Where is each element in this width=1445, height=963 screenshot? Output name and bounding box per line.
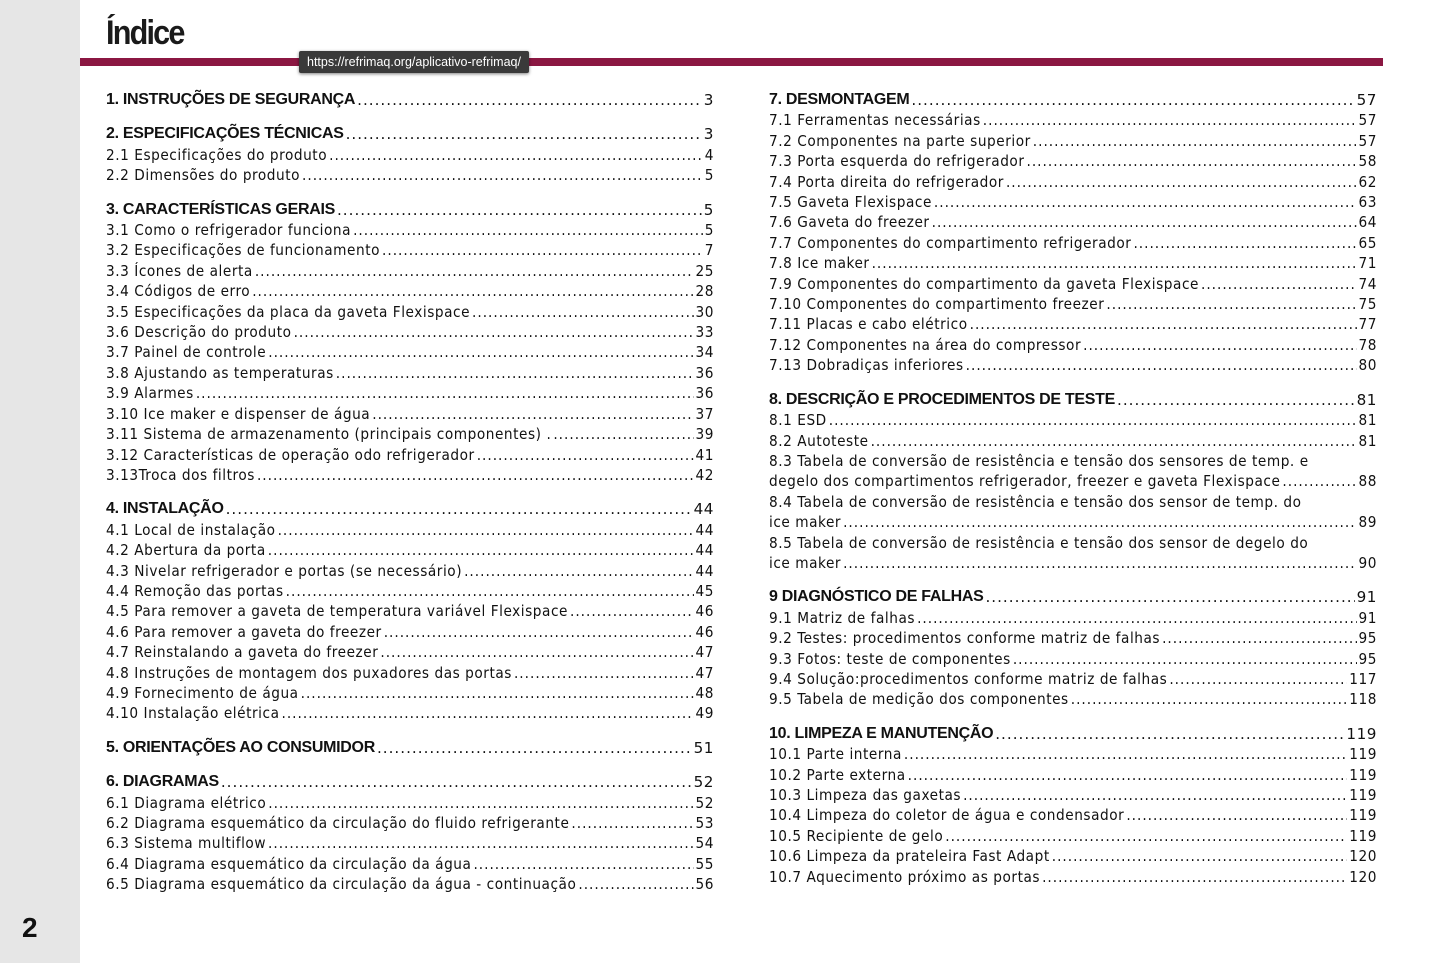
dot-leader — [843, 553, 1356, 573]
toc-entry-label: 3.5 Especificações da placa da gaveta Flexispace — [106, 302, 471, 321]
toc-entry-page: 34 — [695, 343, 714, 362]
toc-entry-9-diagnostico-de-falhas[interactable] — [769, 587, 1377, 607]
toc-entry-label: 10.4 Limpeza do coletor de água e condensador — [769, 806, 1125, 825]
dot-leader — [268, 540, 694, 560]
toc-entry-page: 52 — [693, 773, 714, 792]
dot-leader — [252, 281, 693, 301]
toc-entry-9-4-solucao-procedimentos-conforme-matri[interactable] — [769, 669, 1377, 689]
dot-leader — [1126, 805, 1347, 825]
toc-entry-7-13-dobradicas-inferiores[interactable] — [769, 355, 1377, 375]
toc-entry-label: 8.4 Tabela de conversão de resistência e tensão dos sensor de temp. do — [769, 492, 1302, 511]
toc-entry-7-12-componentes-na-area-do-compressor[interactable] — [769, 335, 1377, 355]
toc-entry-label: 7.12 Componentes na área do compressor — [769, 335, 1082, 354]
toc-entry-label: 10.1 Parte interna — [769, 745, 902, 764]
toc-entry-9-2-testes-procedimentos-conforme-matriz[interactable] — [769, 628, 1377, 648]
toc-entry-label: 4.2 Abertura da porta — [106, 541, 266, 560]
toc-entry-page: 46 — [695, 602, 714, 621]
toc-entry-3-7-painel-de-controle[interactable] — [106, 342, 714, 362]
header-rule — [80, 58, 1383, 66]
toc-entry-page: 81 — [1358, 431, 1377, 450]
toc-entry-4-8-instrucoes-de-montagem-dos-puxadores[interactable] — [106, 663, 714, 683]
dot-leader — [337, 200, 702, 220]
toc-entry-label-continued: degelo dos compartimentos refrigerador, freezer e gaveta Flexispace — [769, 472, 1281, 491]
toc-entry-7-10-componentes-do-compartimento-freeze[interactable] — [769, 294, 1377, 314]
toc-entry-8-3-tabela-de-conversao-de-resistencia-e[interactable] — [769, 451, 1377, 492]
toc-entry-page: 81 — [1358, 411, 1377, 430]
toc-entry-page: 41 — [695, 445, 714, 464]
toc-entry-label-continued: ice maker — [769, 553, 842, 572]
dot-leader — [1106, 294, 1356, 314]
toc-entry-8-4-tabela-de-conversao-de-resistencia-e[interactable] — [769, 492, 1377, 533]
toc-entry-page: 56 — [695, 875, 714, 894]
toc-entry-label: 5. ORIENTAÇÕES AO CONSUMIDOR — [106, 738, 375, 756]
toc-entry-label: 10.2 Parte externa — [769, 765, 906, 784]
toc-entry-page: 119 — [1349, 745, 1377, 764]
toc-entry-2-1-especificacoes-do-produto[interactable] — [106, 145, 714, 165]
toc-entry-label: 4.10 Instalação elétrica — [106, 704, 280, 723]
toc-entry-3-12-caracteristicas-de-operacao-odo-ref[interactable] — [106, 445, 714, 465]
toc-entry-page: 45 — [695, 581, 714, 600]
dot-leader — [372, 404, 693, 424]
toc-entry-label: 6.1 Diagrama elétrico — [106, 793, 267, 812]
toc-entry-7-6-gaveta-do-freezer[interactable] — [769, 212, 1377, 232]
dot-leader — [221, 772, 692, 792]
dot-leader — [329, 145, 703, 165]
toc-entry-page: 39 — [695, 425, 714, 444]
toc-entry-label: 9.2 Testes: procedimentos conforme matriz de falhas — [769, 629, 1161, 648]
toc-entry-5-orientacoes-ao-consumidor[interactable] — [106, 738, 714, 758]
toc-entry-page: 5 — [704, 166, 714, 185]
toc-entry-page: 55 — [695, 854, 714, 873]
toc-entry-page: 89 — [1358, 513, 1377, 532]
dot-leader — [1042, 867, 1347, 887]
toc-entry-page: 118 — [1349, 690, 1377, 709]
dot-leader — [268, 342, 693, 362]
dot-leader — [983, 110, 1357, 130]
toc-entry-page: 90 — [1358, 553, 1377, 572]
toc-entry-label: 7.11 Placas e cabo elétrico — [769, 315, 968, 334]
toc-entry-page: 3 — [703, 91, 714, 109]
toc-entry-label: 4.8 Instruções de montagem dos puxadores das portas — [106, 663, 512, 682]
dot-leader — [970, 314, 1357, 334]
toc-entry-label: 7. DESMONTAGEM — [769, 91, 910, 108]
toc-entry-page: 30 — [695, 302, 714, 321]
toc-entry-label: 8.5 Tabela de conversão de resistência e tensão dos sensor de degelo do — [769, 533, 1309, 552]
toc-entry-label: 6.5 Diagrama esquemático da circulação da água - continuação — [106, 875, 577, 894]
dot-leader — [282, 703, 694, 723]
toc-entry-3-1-como-o-refrigerador-funciona[interactable] — [106, 220, 714, 240]
toc-entry-label: 7.13 Dobradiças inferiores — [769, 356, 964, 375]
toc-entry-label: 9.5 Tabela de medição dos componentes — [769, 690, 1069, 709]
dot-leader — [829, 410, 1357, 430]
dot-leader — [1013, 649, 1357, 669]
toc-entry-9-1-matriz-de-falhas[interactable] — [769, 608, 1377, 628]
dot-leader — [268, 793, 693, 813]
dot-leader — [1006, 172, 1357, 192]
toc-entry-9-3-fotos-teste-de-componentes[interactable] — [769, 649, 1377, 669]
toc-entry-label: 7.2 Componentes na parte superior — [769, 131, 1031, 150]
toc-entry-label: 6.3 Sistema multiflow — [106, 834, 267, 853]
dot-leader — [1052, 846, 1348, 866]
toc-entry-10-6-limpeza-da-prateleira-fast-adapt[interactable] — [769, 846, 1377, 866]
toc-entry-label: 7.7 Componentes do compartimento refrigerador — [769, 233, 1132, 252]
toc-entry-page: 119 — [1349, 786, 1377, 804]
toc-entry-6-5-diagrama-esquematico-da-circulacao-d[interactable] — [106, 874, 714, 894]
toc-entry-6-diagramas[interactable] — [106, 772, 714, 792]
toc-entry-7-5-gaveta-flexispace[interactable] — [769, 192, 1377, 212]
toc-entry-label: 2.1 Especificações do produto — [106, 145, 328, 164]
toc-entry-3-3-icones-de-alerta[interactable] — [106, 261, 714, 281]
toc-entry-page: 57 — [1358, 131, 1377, 150]
toc-entry-page: 57 — [1356, 91, 1377, 109]
dot-leader — [1162, 628, 1356, 648]
toc-entry-3-caracteristicas-gerais[interactable] — [106, 200, 714, 220]
toc-entry-label: 7.1 Ferramentas necessárias — [769, 111, 981, 130]
toc-entry-6-3-sistema-multiflow[interactable] — [106, 833, 714, 853]
dot-leader — [377, 738, 692, 758]
toc-entry-page: 62 — [1358, 172, 1377, 191]
toc-entry-4-instalacao[interactable] — [106, 499, 714, 519]
dot-leader — [963, 785, 1347, 805]
toc-entry-4-6-para-remover-a-gaveta-do-freezer[interactable] — [106, 622, 714, 642]
toc-entry-page: 44 — [695, 541, 714, 560]
toc-entry-8-2-autoteste[interactable] — [769, 431, 1377, 451]
toc-entry-3-2-especificacoes-de-funcionamento[interactable] — [106, 240, 714, 260]
dot-leader — [872, 253, 1357, 273]
toc-entry-3-8-ajustando-as-temperaturas[interactable] — [106, 363, 714, 383]
toc-entry-label: 9.3 Fotos: teste de componentes — [769, 649, 1011, 668]
dot-leader — [278, 520, 694, 540]
dot-leader — [346, 124, 702, 144]
toc-entry-page: 36 — [695, 363, 714, 382]
toc-entry-page: 71 — [1358, 254, 1377, 273]
page-title: Índice — [106, 14, 184, 52]
dot-leader — [945, 826, 1347, 846]
toc-entry-10-2-parte-externa[interactable] — [769, 765, 1377, 785]
toc-entry-label: 6.4 Diagrama esquemático da circulação da água — [106, 854, 472, 873]
toc-entry-7-8-ice-maker[interactable] — [769, 253, 1377, 273]
dot-leader — [357, 90, 702, 110]
toc-entry-label: 3.12 Características de operação odo refrigerador — [106, 445, 475, 464]
toc-entry-page: 36 — [695, 384, 714, 403]
toc-entry-label: 4.3 Nivelar refrigerador e portas (se necessário) — [106, 561, 463, 580]
dot-leader — [268, 833, 693, 853]
dot-leader — [353, 220, 703, 240]
toc-entry-3-4-codigos-de-erro[interactable] — [106, 281, 714, 301]
toc-entry-page: 48 — [695, 683, 714, 702]
toc-entry-label: 1. INSTRUÇÕES DE SEGURANÇA — [106, 91, 356, 108]
toc-entry-page: 91 — [1356, 588, 1377, 607]
toc-entry-page: 91 — [1358, 608, 1377, 627]
dot-leader — [336, 363, 694, 383]
toc-left-column — [106, 90, 714, 895]
toc-entry-label: 6. DIAGRAMAS — [106, 773, 219, 791]
toc-entry-3-11-sistema-de-armazenamento-principais[interactable] — [106, 424, 714, 444]
toc-entry-7-1-ferramentas-necessarias[interactable] — [769, 110, 1377, 130]
dot-leader — [966, 355, 1357, 375]
toc-entry-label: 8. DESCRIÇÃO E PROCEDIMENTOS DE TESTE — [769, 390, 1115, 408]
dot-leader — [255, 261, 694, 281]
toc-entry-page: 37 — [695, 404, 714, 423]
toc-entry-label: 3.11 Sistema de armazenamento (principais componentes) . — [106, 425, 552, 444]
dot-leader — [871, 431, 1357, 451]
toc-entry-4-4-remocao-das-portas[interactable] — [106, 581, 714, 601]
toc-entry-3-5-especificacoes-da-placa-da-gaveta-fl[interactable] — [106, 302, 714, 322]
url-badge[interactable]: https://refrimaq.org/aplicativo-refrimaq/ — [299, 51, 529, 73]
toc-entry-10-7-aquecimento-proximo-as-portas[interactable] — [769, 867, 1377, 887]
toc-entry-1-instrucoes-de-seguranca[interactable] — [106, 90, 714, 110]
toc-entry-2-especificacoes-tecnicas[interactable] — [106, 124, 714, 144]
toc-entry-label: 10.5 Recipiente de gelo — [769, 826, 944, 845]
toc-entry-label: 4.7 Reinstalando a gaveta do freezer — [106, 643, 379, 662]
dot-leader — [995, 724, 1344, 744]
dot-leader — [226, 499, 692, 519]
toc-entry-page: 42 — [695, 465, 714, 484]
toc-entry-label: 3.2 Especificações de funcionamento — [106, 241, 381, 260]
toc-entry-7-2-componentes-na-parte-superior[interactable] — [769, 131, 1377, 151]
toc-entry-page: 51 — [693, 738, 714, 757]
toc-entry-label: 7.8 Ice maker — [769, 254, 870, 273]
toc-entry-page: 47 — [695, 643, 714, 662]
toc-entry-label: 4.4 Remoção das portas — [106, 581, 284, 600]
toc-entry-page: 77 — [1358, 315, 1377, 334]
dot-leader — [196, 383, 694, 403]
toc-entry-6-2-diagrama-esquematico-da-circulacao-d[interactable] — [106, 813, 714, 833]
toc-entry-label: 3. CARACTERÍSTICAS GERAIS — [106, 200, 335, 218]
toc-entry-label: 10.3 Limpeza das gaxetas — [769, 786, 962, 804]
toc-entry-label-continued: ice maker — [769, 513, 842, 532]
toc-entry-4-10-instalacao-eletrica[interactable] — [106, 703, 714, 723]
dot-leader — [904, 744, 1347, 764]
dot-leader — [570, 601, 694, 621]
toc-entry-page: 120 — [1349, 847, 1377, 866]
dot-leader — [985, 587, 1354, 607]
toc-entry-4-3-nivelar-refrigerador-e-portas-se-nec[interactable] — [106, 561, 714, 581]
toc-entry-line — [769, 471, 1377, 491]
toc-entry-label: 2. ESPECIFICAÇÕES TÉCNICAS — [106, 125, 344, 143]
dot-leader — [1201, 274, 1357, 294]
dot-leader — [286, 581, 694, 601]
dot-leader — [1071, 689, 1348, 709]
toc-entry-page: 75 — [1358, 295, 1377, 314]
toc-entry-label: 10. LIMPEZA E MANUTENÇÃO — [769, 724, 994, 742]
toc-entry-page: 25 — [695, 261, 714, 280]
toc-entry-8-descricao-e-procedimentos-de-teste[interactable] — [769, 390, 1377, 410]
toc-entry-page: 47 — [695, 663, 714, 682]
dot-leader — [1117, 390, 1355, 410]
page-margin-sidebar — [0, 0, 80, 963]
toc-entry-10-3-limpeza-das-gaxetas[interactable] — [769, 785, 1377, 805]
toc-entry-label: 3.3 Ícones de alerta — [106, 261, 253, 280]
toc-entry-7-9-componentes-do-compartimento-da-gave[interactable] — [769, 274, 1377, 294]
toc-entry-page: 46 — [695, 622, 714, 641]
dot-leader — [477, 445, 694, 465]
toc-entry-7-desmontagem[interactable] — [769, 90, 1377, 110]
toc-entry-3-13troca-dos-filtros[interactable] — [106, 465, 714, 485]
toc-entry-label: 7.10 Componentes do compartimento freezer — [769, 295, 1105, 314]
dot-leader — [301, 683, 694, 703]
toc-entry-9-5-tabela-de-medicao-dos-componentes[interactable] — [769, 689, 1377, 709]
toc-entry-10-4-limpeza-do-coletor-de-agua-e-conden[interactable] — [769, 805, 1377, 825]
dot-leader — [380, 642, 693, 662]
toc-entry-2-2-dimensoes-do-produto[interactable] — [106, 165, 714, 185]
dot-leader — [514, 663, 694, 683]
toc-entry-7-3-porta-esquerda-do-refrigerador[interactable] — [769, 151, 1377, 171]
toc-entry-page: 5 — [703, 200, 714, 219]
dot-leader — [553, 424, 693, 444]
toc-entry-page: 3 — [703, 125, 714, 144]
dot-leader — [934, 192, 1357, 212]
dot-leader — [464, 561, 693, 581]
dot-leader — [294, 322, 694, 342]
toc-entry-label: 7.3 Porta esquerda do refrigerador — [769, 152, 1025, 171]
toc-entry-page: 44 — [695, 561, 714, 580]
toc-entry-page: 117 — [1349, 669, 1377, 688]
dot-leader — [257, 465, 694, 485]
toc-entry-8-5-tabela-de-conversao-de-resistencia-e[interactable] — [769, 533, 1377, 574]
dot-leader — [843, 512, 1356, 532]
toc-entry-6-1-diagrama-eletrico[interactable] — [106, 793, 714, 813]
page-number: 2 — [22, 912, 38, 943]
dot-leader — [473, 854, 693, 874]
toc-entry-label: 3.4 Códigos de erro — [106, 282, 251, 301]
toc-entry-3-10-ice-maker-e-dispenser-de-agua[interactable] — [106, 404, 714, 424]
toc-entry-page: 80 — [1358, 356, 1377, 375]
toc-entry-label: 4.9 Fornecimento de água — [106, 683, 299, 702]
toc-entry-label: 4.6 Para remover a gaveta do freezer — [106, 622, 382, 641]
dot-leader — [1083, 335, 1356, 355]
dot-leader — [1033, 131, 1357, 151]
dot-leader — [1282, 471, 1356, 491]
toc-entry-page: 88 — [1358, 472, 1377, 491]
toc-entry-page: 52 — [695, 793, 714, 812]
toc-entry-4-9-fornecimento-de-agua[interactable] — [106, 683, 714, 703]
toc-entry-label: 4.1 Local de instalação — [106, 520, 276, 539]
dot-leader — [911, 90, 1354, 110]
toc-entry-label: 4. INSTALAÇÃO — [106, 500, 224, 518]
toc-entry-4-1-local-de-instalacao[interactable] — [106, 520, 714, 540]
dot-leader — [382, 240, 703, 260]
toc-entry-10-1-parte-interna[interactable] — [769, 744, 1377, 764]
toc-entry-label: 3.10 Ice maker e dispenser de água — [106, 404, 371, 423]
toc-entry-label: 9 DIAGNÓSTICO DE FALHAS — [769, 588, 984, 606]
dot-leader — [917, 608, 1356, 628]
toc-entry-label: 3.1 Como o refrigerador funciona — [106, 221, 352, 240]
toc-entry-page: 119 — [1349, 806, 1377, 825]
toc-entry-page: 95 — [1358, 629, 1377, 648]
toc-entry-page: 4 — [704, 145, 714, 164]
toc-entry-page: 74 — [1358, 274, 1377, 293]
toc-entry-page: 58 — [1358, 152, 1377, 171]
toc-entry-page: 44 — [695, 520, 714, 539]
toc-entry-label: 9.4 Solução:procedimentos conforme matriz de falhas — [769, 669, 1168, 688]
toc-right-column — [769, 90, 1377, 887]
toc-entry-label: 2.2 Dimensões do produto — [106, 166, 301, 185]
toc-entry-label: 3.8 Ajustando as temperaturas — [106, 363, 334, 382]
toc-entry-7-11-placas-e-cabo-eletrico[interactable] — [769, 314, 1377, 334]
toc-entry-label: 3.13Troca dos filtros — [106, 465, 255, 484]
toc-entry-label: 3.7 Painel de controle — [106, 343, 267, 362]
toc-entry-page: 81 — [1356, 390, 1377, 409]
toc-entry-page: 44 — [693, 500, 714, 519]
toc-entry-10-5-recipiente-de-gelo[interactable] — [769, 826, 1377, 846]
toc-entry-3-6-descricao-do-produto[interactable] — [106, 322, 714, 342]
toc-entry-page: 54 — [695, 834, 714, 853]
toc-entry-8-1-esd[interactable] — [769, 410, 1377, 430]
toc-entry-page: 119 — [1346, 724, 1377, 743]
toc-entry-page: 95 — [1358, 649, 1377, 668]
toc-entry-line — [769, 512, 1377, 532]
toc-entry-label: 8.2 Autoteste — [769, 431, 869, 450]
dot-leader — [472, 302, 693, 322]
toc-entry-label: 3.6 Descrição do produto — [106, 323, 292, 342]
toc-entry-7-7-componentes-do-compartimento-refrige[interactable] — [769, 233, 1377, 253]
toc-entry-page: 5 — [704, 221, 714, 240]
dot-leader — [571, 813, 693, 833]
toc-entry-label: 7.4 Porta direita do refrigerador — [769, 172, 1004, 191]
toc-entry-label: 7.6 Gaveta do freezer — [769, 213, 930, 232]
dot-leader — [1133, 233, 1356, 253]
toc-entry-label: 10.6 Limpeza da prateleira Fast Adapt — [769, 847, 1050, 866]
toc-entry-label: 8.1 ESD — [769, 411, 827, 430]
toc-entry-label: 3.9 Alarmes — [106, 384, 194, 403]
toc-entry-label: 7.5 Gaveta Flexispace — [769, 193, 932, 212]
toc-entry-label: 9.1 Matriz de falhas — [769, 608, 916, 627]
toc-entry-page: 120 — [1349, 867, 1377, 886]
toc-entry-label: 8.3 Tabela de conversão de resistência e tensão dos sensores de temp. e — [769, 451, 1309, 470]
toc-entry-page: 28 — [695, 282, 714, 301]
toc-entry-4-7-reinstalando-a-gaveta-do-freezer[interactable] — [106, 642, 714, 662]
toc-entry-page: 65 — [1358, 233, 1377, 252]
toc-entry-page: 119 — [1349, 826, 1377, 845]
toc-entry-line — [769, 553, 1377, 573]
toc-entry-page: 7 — [704, 241, 714, 260]
toc-entry-7-4-porta-direita-do-refrigerador[interactable] — [769, 172, 1377, 192]
dot-leader — [932, 212, 1357, 232]
dot-leader — [578, 874, 693, 894]
toc-entry-label: 7.9 Componentes do compartimento da gaveta Flexispace — [769, 274, 1199, 293]
dot-leader — [302, 165, 703, 185]
toc-entry-page: 64 — [1358, 213, 1377, 232]
toc-entry-label: 6.2 Diagrama esquemático da circulação do fluido refrigerante — [106, 814, 570, 832]
dot-leader — [384, 622, 694, 642]
dot-leader — [908, 765, 1348, 785]
dot-leader — [1027, 151, 1357, 171]
toc-entry-6-4-diagrama-esquematico-da-circulacao-d[interactable] — [106, 854, 714, 874]
toc-entry-page: 33 — [695, 323, 714, 342]
dot-leader — [1169, 669, 1347, 689]
toc-entry-page: 119 — [1349, 765, 1377, 784]
toc-entry-page: 53 — [695, 814, 714, 832]
toc-entry-page: 49 — [695, 704, 714, 723]
toc-entry-label: 10.7 Aquecimento próximo as portas — [769, 867, 1041, 886]
toc-entry-4-5-para-remover-a-gaveta-de-temperatura[interactable] — [106, 601, 714, 621]
toc-entry-10-limpeza-e-manutencao[interactable] — [769, 724, 1377, 744]
toc-entry-4-2-abertura-da-porta[interactable] — [106, 540, 714, 560]
toc-entry-label: 4.5 Para remover a gaveta de temperatura variável Flexispace — [106, 602, 568, 621]
toc-entry-page: 63 — [1358, 193, 1377, 212]
toc-entry-page: 78 — [1358, 335, 1377, 354]
toc-entry-3-9-alarmes[interactable] — [106, 383, 714, 403]
toc-entry-page: 57 — [1358, 111, 1377, 130]
